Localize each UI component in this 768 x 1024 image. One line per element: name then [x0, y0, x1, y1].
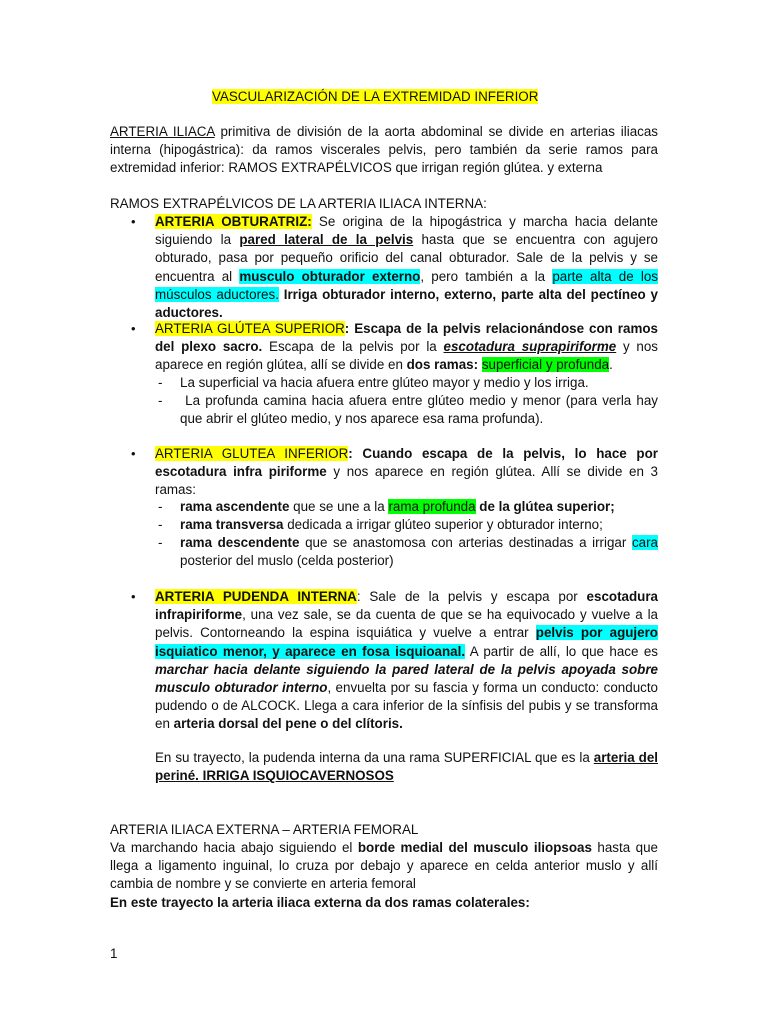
- paragraph-iliaca-externa: Va marchando hacia abajo siguiendo el borde medial del musculo iliopsoas hasta que llega a ligamento inguinal, lo cruza por debajo y aparece en celda anterior muslo y allí cambia de nombre y se convierte en arteria femoral En este trayecto la arteria iliaca externa da dos ramas colaterales:: [110, 840, 658, 910]
- dash-3: -: [158, 499, 163, 514]
- page-title: VASCULARIZACIÓN DE LA EXTREMIDAD INFERIOR: [212, 89, 539, 104]
- subitem-rama-descendente: rama descendente que se anastomosa con arterias destinadas a irrigar cara posterior del muslo (celda posterior): [180, 535, 658, 569]
- dash-4: -: [158, 517, 163, 532]
- dash-2: -: [158, 393, 163, 408]
- item-arteria-pudenda-interna: ARTERIA PUDENDA INTERNA: Sale de la pelvis y escapa por escotadura infrapiriforme, una vez sale, se da cuenta de que se ha equivocado y vuelve a la pelvis. Contorneando la espina isquiática y vuelve a entrar pelvis por agujero isquiatico menor, y aparece en fosa isquioanal. A partir de allí, lo que hace es marchar hacia delante siguiendo la pared lateral de la pelvis apoyada sobre musculo obturador interno, envuelta por su fascia y forma un conducto: conducto pudendo o de ALCOCK. Llega a cara inferior de la sínfisis del pubis y se transforma en arteria dorsal del pene o del clítoris.: [155, 589, 659, 732]
- paragraph-pudenda-trayecto: En su trayecto, la pudenda interna da una rama SUPERFICIAL que es la arteria del periné. IRRIGA ISQUIOCAVERNOSOS: [155, 750, 658, 784]
- subitem-rama-transversa: rama transversa dedicada a irrigar glúteo superior y obturador interno;: [180, 517, 603, 532]
- item-arteria-glutea-inferior: ARTERIA GLUTEA INFERIOR: Cuando escapa de la pelvis, lo hace por escotadura infra piriforme y nos aparece en región glútea. Allí se divide en 3 ramas:: [155, 446, 658, 498]
- heading-iliaca-externa: ARTERIA ILIACA EXTERNA – ARTERIA FEMORAL: [110, 822, 419, 837]
- page-number: 1: [110, 946, 118, 961]
- dash-1: -: [158, 375, 163, 390]
- subitem-superficial: La superficial va hacia afuera entre glúteo mayor y medio y los irriga.: [180, 375, 589, 390]
- bullet-glutea-inferior: •: [131, 446, 136, 461]
- item-arteria-obturatriz: ARTERIA OBTURATRIZ: Se origina de la hipogástrica y marcha hacia delante siguiendo la pared lateral de la pelvis hasta que se encuentra con agujero obturado, pasa por pequeño orificio del canal obturador. Sale de la pelvis y se encuentra al musculo obturador externo, pero también a la parte alta de los músculos aductores. Irriga obturador interno, externo, parte alta del pectíneo y aductores.: [155, 214, 658, 321]
- paragraph-arteria-iliaca: ARTERIA ILIACA primitiva de división de la aorta abdominal se divide en arterias iliacas interna (hipogástrica): da ramos viscerales pelvis, pero también da serie ramos para extremidad inferior: RAMOS EXTRAPÉLVICOS que irrigan región glútea. y externa: [110, 124, 658, 176]
- bullet-pudenda-interna: •: [131, 589, 136, 604]
- bullet-obturatriz: •: [131, 214, 136, 229]
- heading-ramos-extrapelvicos: RAMOS EXTRAPÉLVICOS DE LA ARTERIA ILIACA INTERNA:: [110, 196, 487, 211]
- term-arteria-iliaca: ARTERIA ILIACA: [110, 124, 215, 139]
- subitem-rama-ascendente: rama ascendente que se une a la rama profunda de la glútea superior;: [180, 499, 615, 514]
- dash-5: -: [158, 535, 163, 550]
- subitem-profunda: La profunda camina hacia afuera entre glúteo medio y menor (para verla hay que abrir el glúteo medio, y nos aparece esa rama profunda).: [180, 393, 658, 427]
- bullet-glutea-superior: •: [131, 321, 136, 336]
- item-arteria-glutea-superior: ARTERIA GLÚTEA SUPERIOR: Escapa de la pelvis relacionándose con ramos del plexo sacro. Escapa de la pelvis por la escotadura suprapiriforme y nos aparece en región glútea, allí se divide en dos ramas: superficial y profunda.: [155, 321, 658, 373]
